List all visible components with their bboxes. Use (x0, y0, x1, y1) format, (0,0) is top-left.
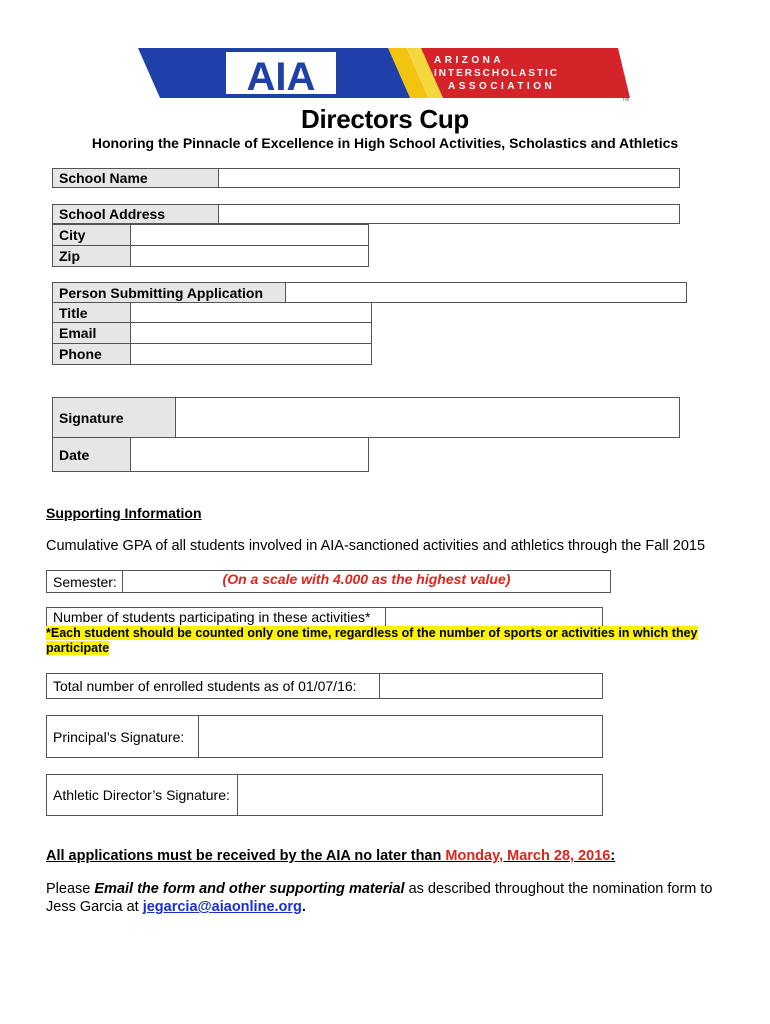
principal-row (47, 716, 603, 758)
school-name-table (52, 168, 680, 188)
participants-note (46, 626, 706, 656)
enrolled-table (46, 673, 603, 699)
closing-paragraph (46, 880, 736, 916)
enrolled-label: Total number of enrolled students as of 01/07/16: (47, 674, 380, 699)
signature-row (53, 398, 680, 438)
page-title: Directors Cup (300, 104, 470, 134)
school-name-label: School Name (53, 169, 219, 188)
supporting-info-heading: Supporting Information (46, 505, 202, 521)
date-row (53, 438, 369, 472)
title-field[interactable] (131, 303, 372, 323)
logo-line-3: ASSOCIATION (448, 81, 556, 92)
athletic-director-label: Athletic Director’s Signature: (47, 775, 238, 816)
principal-label: Principal’s Signature: (47, 716, 199, 758)
deadline-line (46, 848, 615, 864)
logo-letters: AIA (246, 55, 316, 99)
contact-table (52, 302, 372, 365)
deadline-prefix: All applications must be received by the AIA no later than (46, 848, 442, 864)
logo-line-1: ARIZONA (434, 55, 505, 66)
enrolled-field[interactable] (380, 674, 603, 699)
signature-label: Signature (53, 398, 176, 438)
semester-row (47, 571, 611, 593)
date-label: Date (53, 438, 131, 472)
participants-row (47, 608, 603, 627)
closing-middle: as described throughout the nomination form to Jess Garcia at (46, 881, 713, 915)
closing-end: . (301, 899, 306, 915)
gpa-scale-note: (On a scale with 4.000 as the highest value) (222, 571, 511, 587)
school-name-field[interactable] (219, 169, 680, 188)
school-address-field[interactable] (219, 205, 680, 224)
page-subtitle: Honoring the Pinnacle of Excellence in High School Activities, Scholastics and Athletics (91, 135, 679, 151)
title-label: Title (53, 303, 131, 323)
enrolled-row (47, 674, 603, 699)
semester-field[interactable] (123, 571, 611, 593)
aia-logo (138, 44, 638, 104)
participants-table (46, 607, 603, 627)
phone-row (53, 344, 372, 365)
school-address-table (52, 204, 680, 224)
submitter-row (53, 283, 687, 303)
principal-table (46, 715, 603, 758)
athletic-director-signature-field[interactable] (238, 775, 603, 816)
closing-please: Please (46, 881, 91, 897)
logo-tm: TM (622, 97, 630, 103)
athletic-director-table (46, 774, 603, 816)
logo-line-2: INTERSCHOLASTIC (434, 68, 559, 79)
city-zip-table (52, 224, 369, 267)
zip-field[interactable] (131, 246, 369, 267)
date-field[interactable] (131, 438, 369, 472)
phone-label: Phone (53, 344, 131, 365)
semester-label: Semester: (47, 571, 123, 593)
deadline-date: Monday, March 28, 2016 (445, 848, 611, 864)
principal-signature-field[interactable] (199, 716, 603, 758)
participants-field[interactable] (386, 608, 603, 627)
title-row (53, 303, 372, 323)
contact-email-link[interactable]: jegarcia@aiaonline.org (142, 899, 302, 915)
date-table (52, 437, 369, 472)
zip-label: Zip (53, 246, 131, 267)
zip-row (53, 246, 369, 267)
school-address-row (53, 205, 680, 224)
email-label: Email (53, 323, 131, 344)
signature-field[interactable] (176, 398, 680, 438)
city-label: City (53, 225, 131, 246)
gpa-description: Cumulative GPA of all students involved in AIA-sanctioned activities and athletics through the Fall 2015 (46, 538, 706, 554)
athletic-director-row (47, 775, 603, 816)
participants-note-text: *Each student should be counted only one time, regardless of the number of sports or activities in which they participate (46, 626, 698, 655)
deadline-suffix: : (610, 848, 616, 864)
submitter-label: Person Submitting Application (53, 283, 286, 303)
signature-table (52, 397, 680, 438)
participants-label: Number of students participating in these activities* (47, 608, 386, 627)
semester-table (46, 570, 611, 593)
email-row (53, 323, 372, 344)
city-field[interactable] (131, 225, 369, 246)
school-name-row (53, 169, 680, 188)
email-field[interactable] (131, 323, 372, 344)
school-address-label: School Address (53, 205, 219, 224)
closing-email-phrase: Email the form and other supporting material (94, 881, 405, 897)
submitter-field[interactable] (286, 283, 687, 303)
phone-field[interactable] (131, 344, 372, 365)
city-row (53, 225, 369, 246)
submitter-table (52, 282, 687, 303)
